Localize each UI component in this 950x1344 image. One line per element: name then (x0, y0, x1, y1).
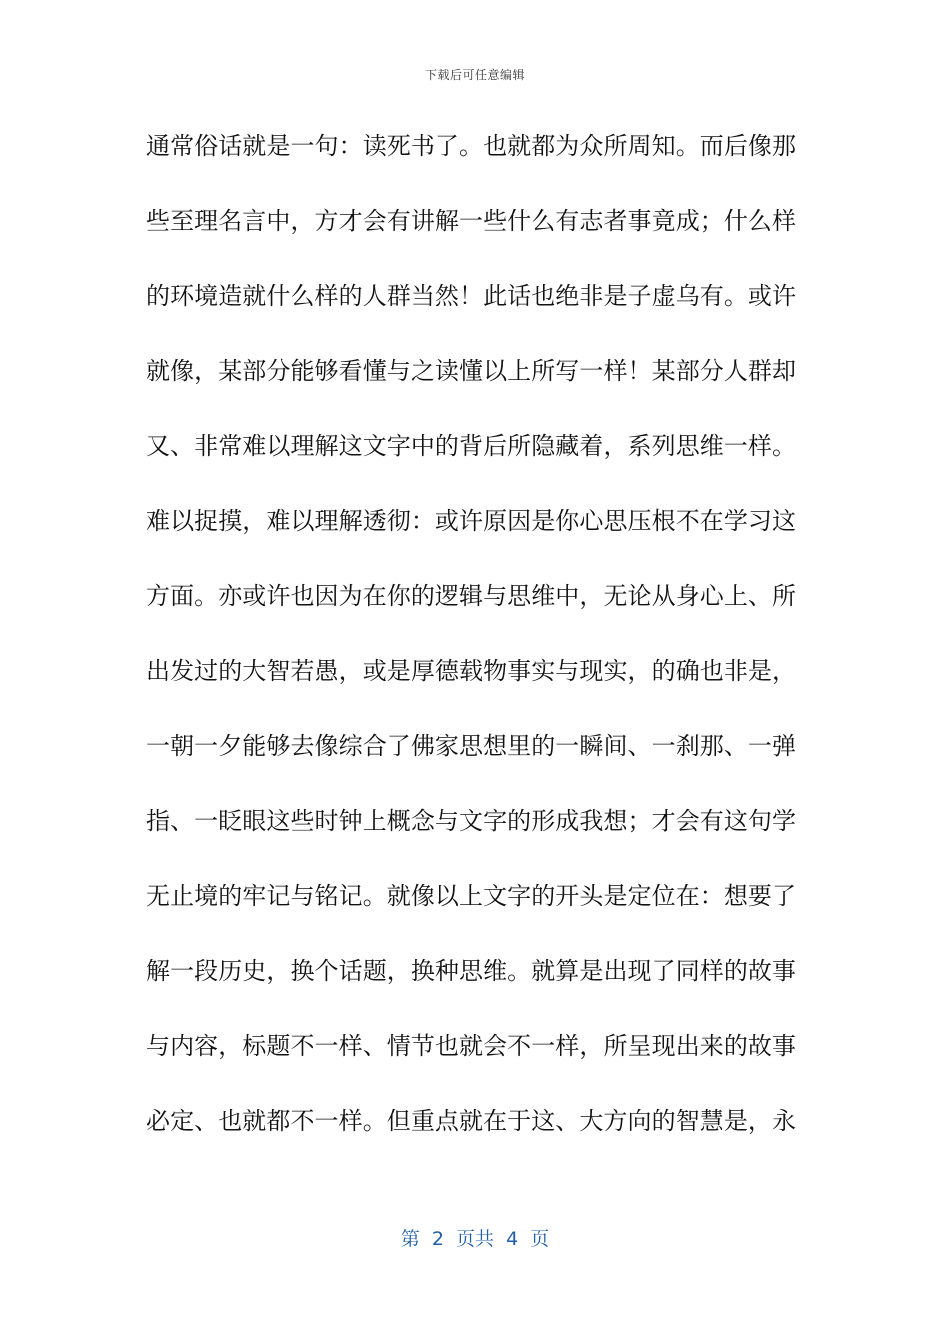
text-line: 解一段历史，换个话题，换种思维。就算是出现了同样的故事 (146, 957, 796, 985)
text-line: 与内容，标题不一样、情节也就会不一样，所呈现出来的故事 (146, 1032, 796, 1060)
text-line: 的环境造就什么样的人群当然！此话也绝非是子虚乌有。或许 (146, 282, 796, 310)
page-number-footer: 第 2 页共 4 页 (400, 1228, 550, 1250)
text-line: 必定、也就都不一样。但重点就在于这、大方向的智慧是，永 (146, 1107, 796, 1135)
text-line: 难以捉摸，难以理解透彻：或许原因是你心思压根不在学习这 (146, 507, 796, 535)
body-text (146, 124, 796, 1174)
text-line: 出发过的大智若愚，或是厚德载物事实与现实，的确也非是， (146, 657, 796, 685)
text-line: 一朝一夕能够去像综合了佛家思想里的一瞬间、一刹那、一弹 (146, 732, 796, 760)
text-line: 指、一眨眼这些时钟上概念与文字的形成我想；才会有这句学 (146, 807, 796, 835)
text-line: 就像，某部分能够看懂与之读懂以上所写一样！某部分人群却 (146, 357, 796, 385)
header-note: 下载后可任意编辑 (424, 68, 525, 82)
text-line: 通常俗话就是一句：读死书了。也就都为众所周知。而后像那 (146, 132, 796, 160)
text-line: 无止境的牢记与铭记。就像以上文字的开头是定位在：想要了 (146, 882, 796, 910)
text-line: 些至理名言中，方才会有讲解一些什么有志者事竟成；什么样 (146, 207, 796, 235)
text-line: 方面。亦或许也因为在你的逻辑与思维中，无论从身心上、所 (146, 582, 796, 610)
text-line: 又、非常难以理解这文字中的背后所隐藏着，系列思维一样。 (146, 432, 796, 460)
